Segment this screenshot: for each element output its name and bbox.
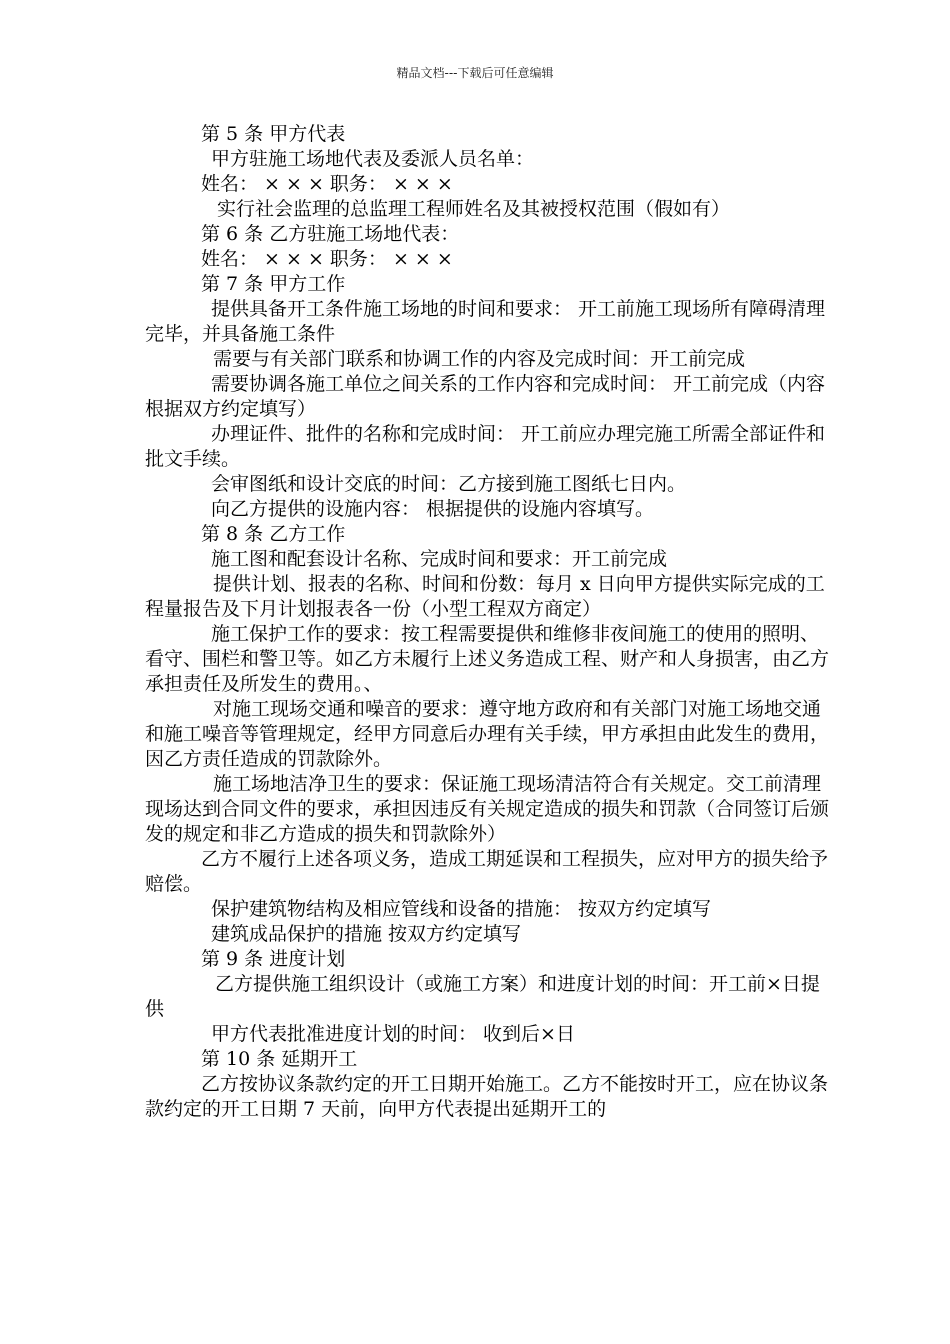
document-paragraph: 乙方提供施工组织设计（或施工方案）和进度计划的时间：开工前×日提供 — [145, 973, 820, 1020]
document-paragraph: 甲方代表批准进度计划的时间： 收到后×日 — [211, 1023, 575, 1045]
document-paragraph: 第 6 条 乙方驻施工场地代表： — [201, 223, 460, 245]
document-paragraph: 第 7 条 甲方工作 — [201, 273, 346, 295]
document-paragraph: 第 9 条 进度计划 — [201, 948, 346, 970]
document-paragraph: 第 10 条 延期开工 — [201, 1048, 358, 1070]
document-paragraph: 施工场地洁净卫生的要求：保证施工现场清洁符合有关规定。交工前清理现场达到合同文件的要求，承担因违反有关规定造成的损失和罚款（合同签订后颁发的规定和非乙方造成的损失和罚款除外） — [145, 773, 830, 845]
document-paragraph: 建筑成品保护的措施 按双方约定填写 — [211, 923, 522, 945]
document-paragraph: 第 5 条 甲方代表 — [201, 123, 346, 145]
document-paragraph: 办理证件、批件的名称和完成时间： 开工前应办理完施工所需全部证件和批文手续。 — [145, 423, 826, 470]
document-paragraph: 会审图纸和设计交底的时间：乙方接到施工图纸七日内。 — [211, 473, 687, 495]
document-paragraph: 保护建筑物结构及相应管线和设备的措施： 按双方约定填写 — [211, 898, 712, 920]
document-paragraph: 施工图和配套设计名称、完成时间和要求：开工前完成 — [211, 548, 668, 570]
document-paragraph: 向乙方提供的设施内容： 根据提供的设施内容填写。 — [211, 498, 655, 520]
document-paragraph: 提供具备开工条件施工场地的时间和要求： 开工前施工现场所有障碍清理完毕，并具备施工条件 — [145, 298, 826, 345]
document-paragraph: 实行社会监理的总监理工程师姓名及其被授权范围（假如有） — [217, 198, 731, 220]
document-paragraph: 姓名： × × × 职务： × × × — [201, 173, 453, 195]
page-header: 精品文档---下载后可任意编辑 — [396, 66, 554, 80]
document-paragraph: 提供计划、报表的名称、时间和份数：每月 x 日向甲方提供实际完成的工程量报告及下月计划报表各一份（小型工程双方商定） — [145, 573, 825, 620]
document-paragraph: 对施工现场交通和噪音的要求：遵守地方政府和有关部门对施工场地交通和施工噪音等管理规定，经甲方同意后办理有关手续，甲方承担由此发生的费用，因乙方责任造成的罚款除外。 — [145, 698, 830, 770]
document-paragraph: 需要协调各施工单位之间关系的工作内容和完成时间： 开工前完成（内容根据双方约定填写） — [145, 373, 826, 420]
document-paragraph: 姓名： × × × 职务： × × × — [201, 248, 453, 270]
document-paragraph: 乙方不履行上述各项义务，造成工期延误和工程损失，应对甲方的损失给予赔偿。 — [145, 848, 829, 895]
document-paragraph: 需要与有关部门联系和协调工作的内容及完成时间：开工前完成 — [213, 348, 746, 370]
document-paragraph: 甲方驻施工场地代表及委派人员名单： — [211, 148, 535, 170]
document-paragraph: 施工保护工作的要求：按工程需要提供和维修非夜间施工的使用的照明、看守、围栏和警卫等。如乙方未履行上述义务造成工程、财产和人身损害，由乙方承担责任及所发生的费用。、 — [145, 623, 830, 695]
document-body — [145, 122, 835, 1122]
document-paragraph: 乙方按协议条款约定的开工日期开始施工。乙方不能按时开工，应在协议条款约定的开工日期 7 天前，向甲方代表提出延期开工的 — [145, 1073, 829, 1120]
document-paragraph: 第 8 条 乙方工作 — [201, 523, 346, 545]
